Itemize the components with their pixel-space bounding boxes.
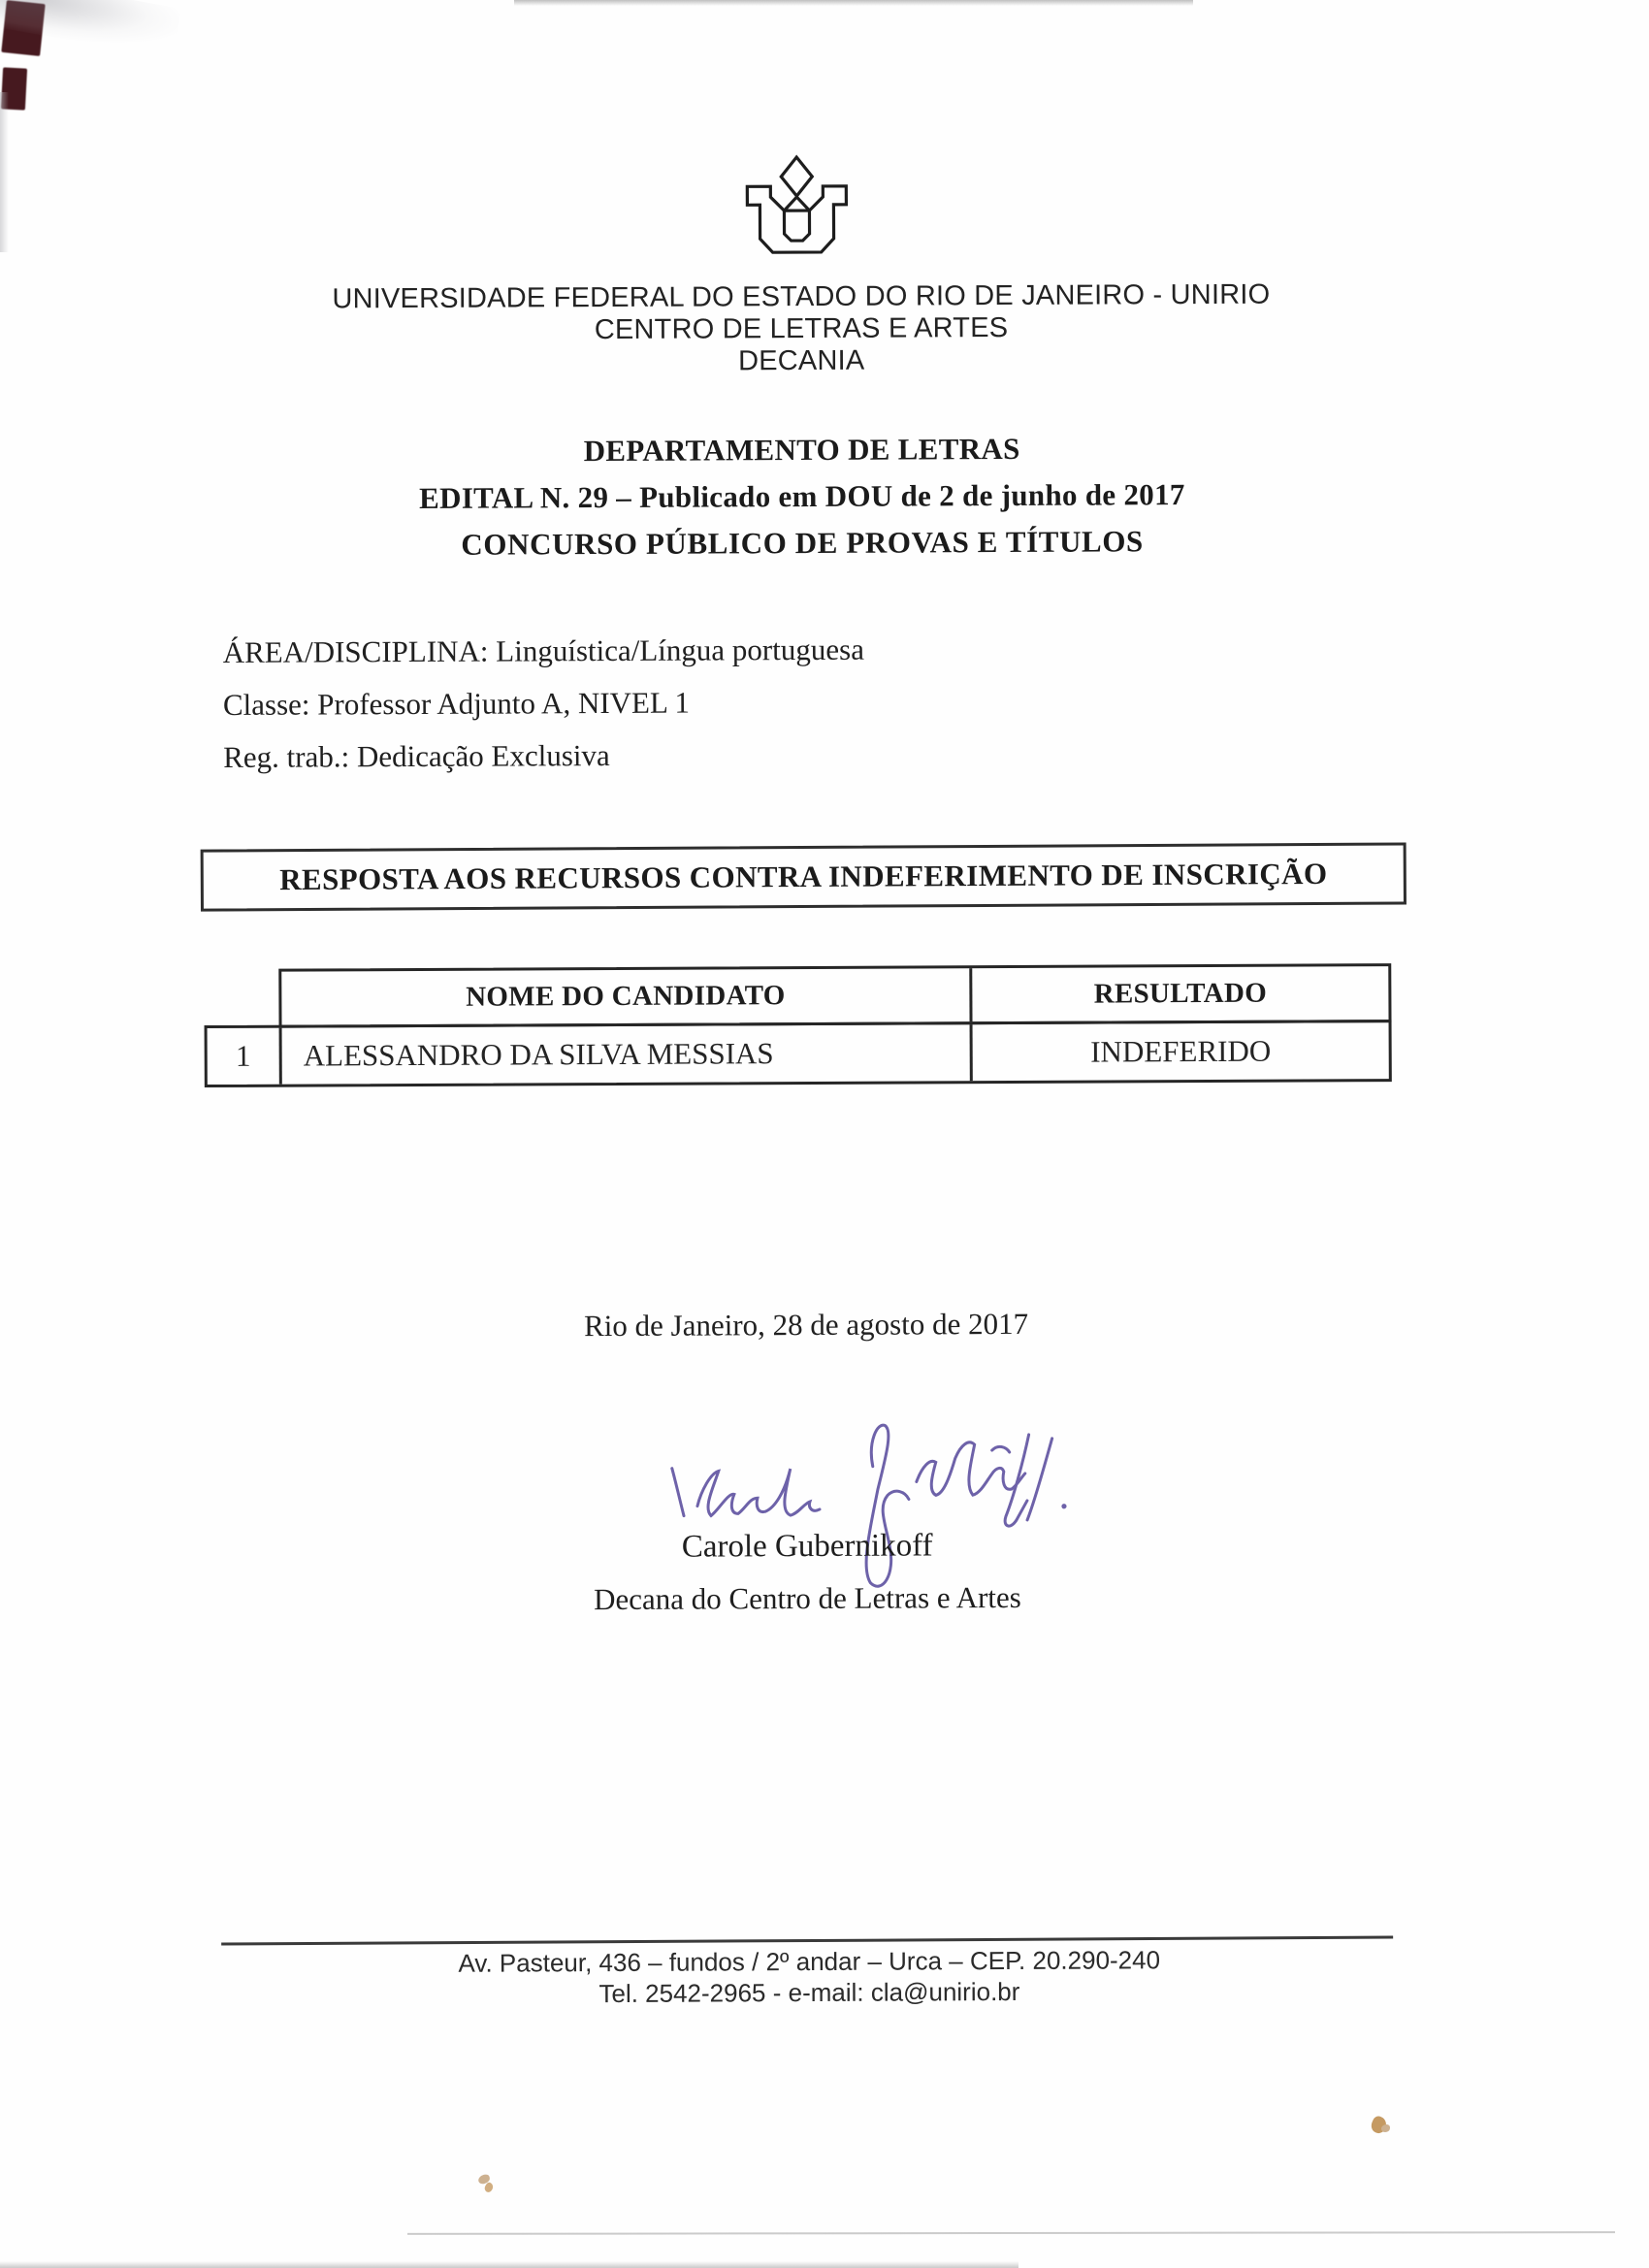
table-header-row	[278, 963, 1391, 1028]
date-line: Rio de Janeiro, 28 de agosto de 2017	[583, 1306, 1029, 1344]
candidate-name-cell: ALESSANDRO DA SILVA MESSIAS	[279, 1024, 970, 1084]
section-title: RESPOSTA AOS RECURSOS CONTRA INDEFERIMENTO DE INSCRIÇÃO	[279, 856, 1328, 897]
classe-line: Classe: Professor Adjunto A, NIVEL 1	[222, 685, 691, 722]
signer-name: Carole Gubernikoff	[681, 1528, 933, 1565]
unirio-logo-icon	[740, 147, 867, 270]
institution-name: UNIVERSIDADE FEDERAL DO ESTADO DO RIO DE JANEIRO - UNIRIO	[332, 278, 1271, 315]
result-cell: INDEFERIDO	[970, 1022, 1389, 1081]
row-number-cell: 1	[235, 1038, 251, 1073]
edital-line: EDITAL N. 29 – Publicado em DOU de 2 de junho de 2017	[419, 477, 1185, 515]
concurso-line: CONCURSO PÚBLICO DE PROVAS E TÍTULOS	[461, 524, 1144, 562]
signer-title: Decana do Centro de Letras e Artes	[593, 1579, 1021, 1617]
regime-trabalho-line: Reg. trab.: Dedicação Exclusiva	[223, 738, 610, 774]
institution-center: CENTRO DE LETRAS E ARTES	[594, 311, 1009, 346]
department-title: DEPARTAMENTO DE LETRAS	[583, 431, 1020, 469]
footer-contact: Tel. 2542-2965 - e-mail: cla@unirio.br	[598, 1976, 1020, 2009]
footer-address: Av. Pasteur, 436 – fundos / 2º andar – Urca – CEP. 20.290-240	[458, 1945, 1161, 1978]
institution-decania: DECANIA	[737, 344, 865, 377]
table-row	[205, 1020, 1392, 1087]
table-header-result: RESULTADO	[969, 966, 1388, 1021]
section-title-box	[201, 842, 1406, 911]
handwritten-signature	[636, 1408, 1103, 1604]
table-header-candidate: NOME DO CANDIDATO	[466, 980, 786, 1013]
area-disciplina-line: ÁREA/DISCIPLINA: Linguística/Língua portuguesa	[222, 632, 864, 669]
